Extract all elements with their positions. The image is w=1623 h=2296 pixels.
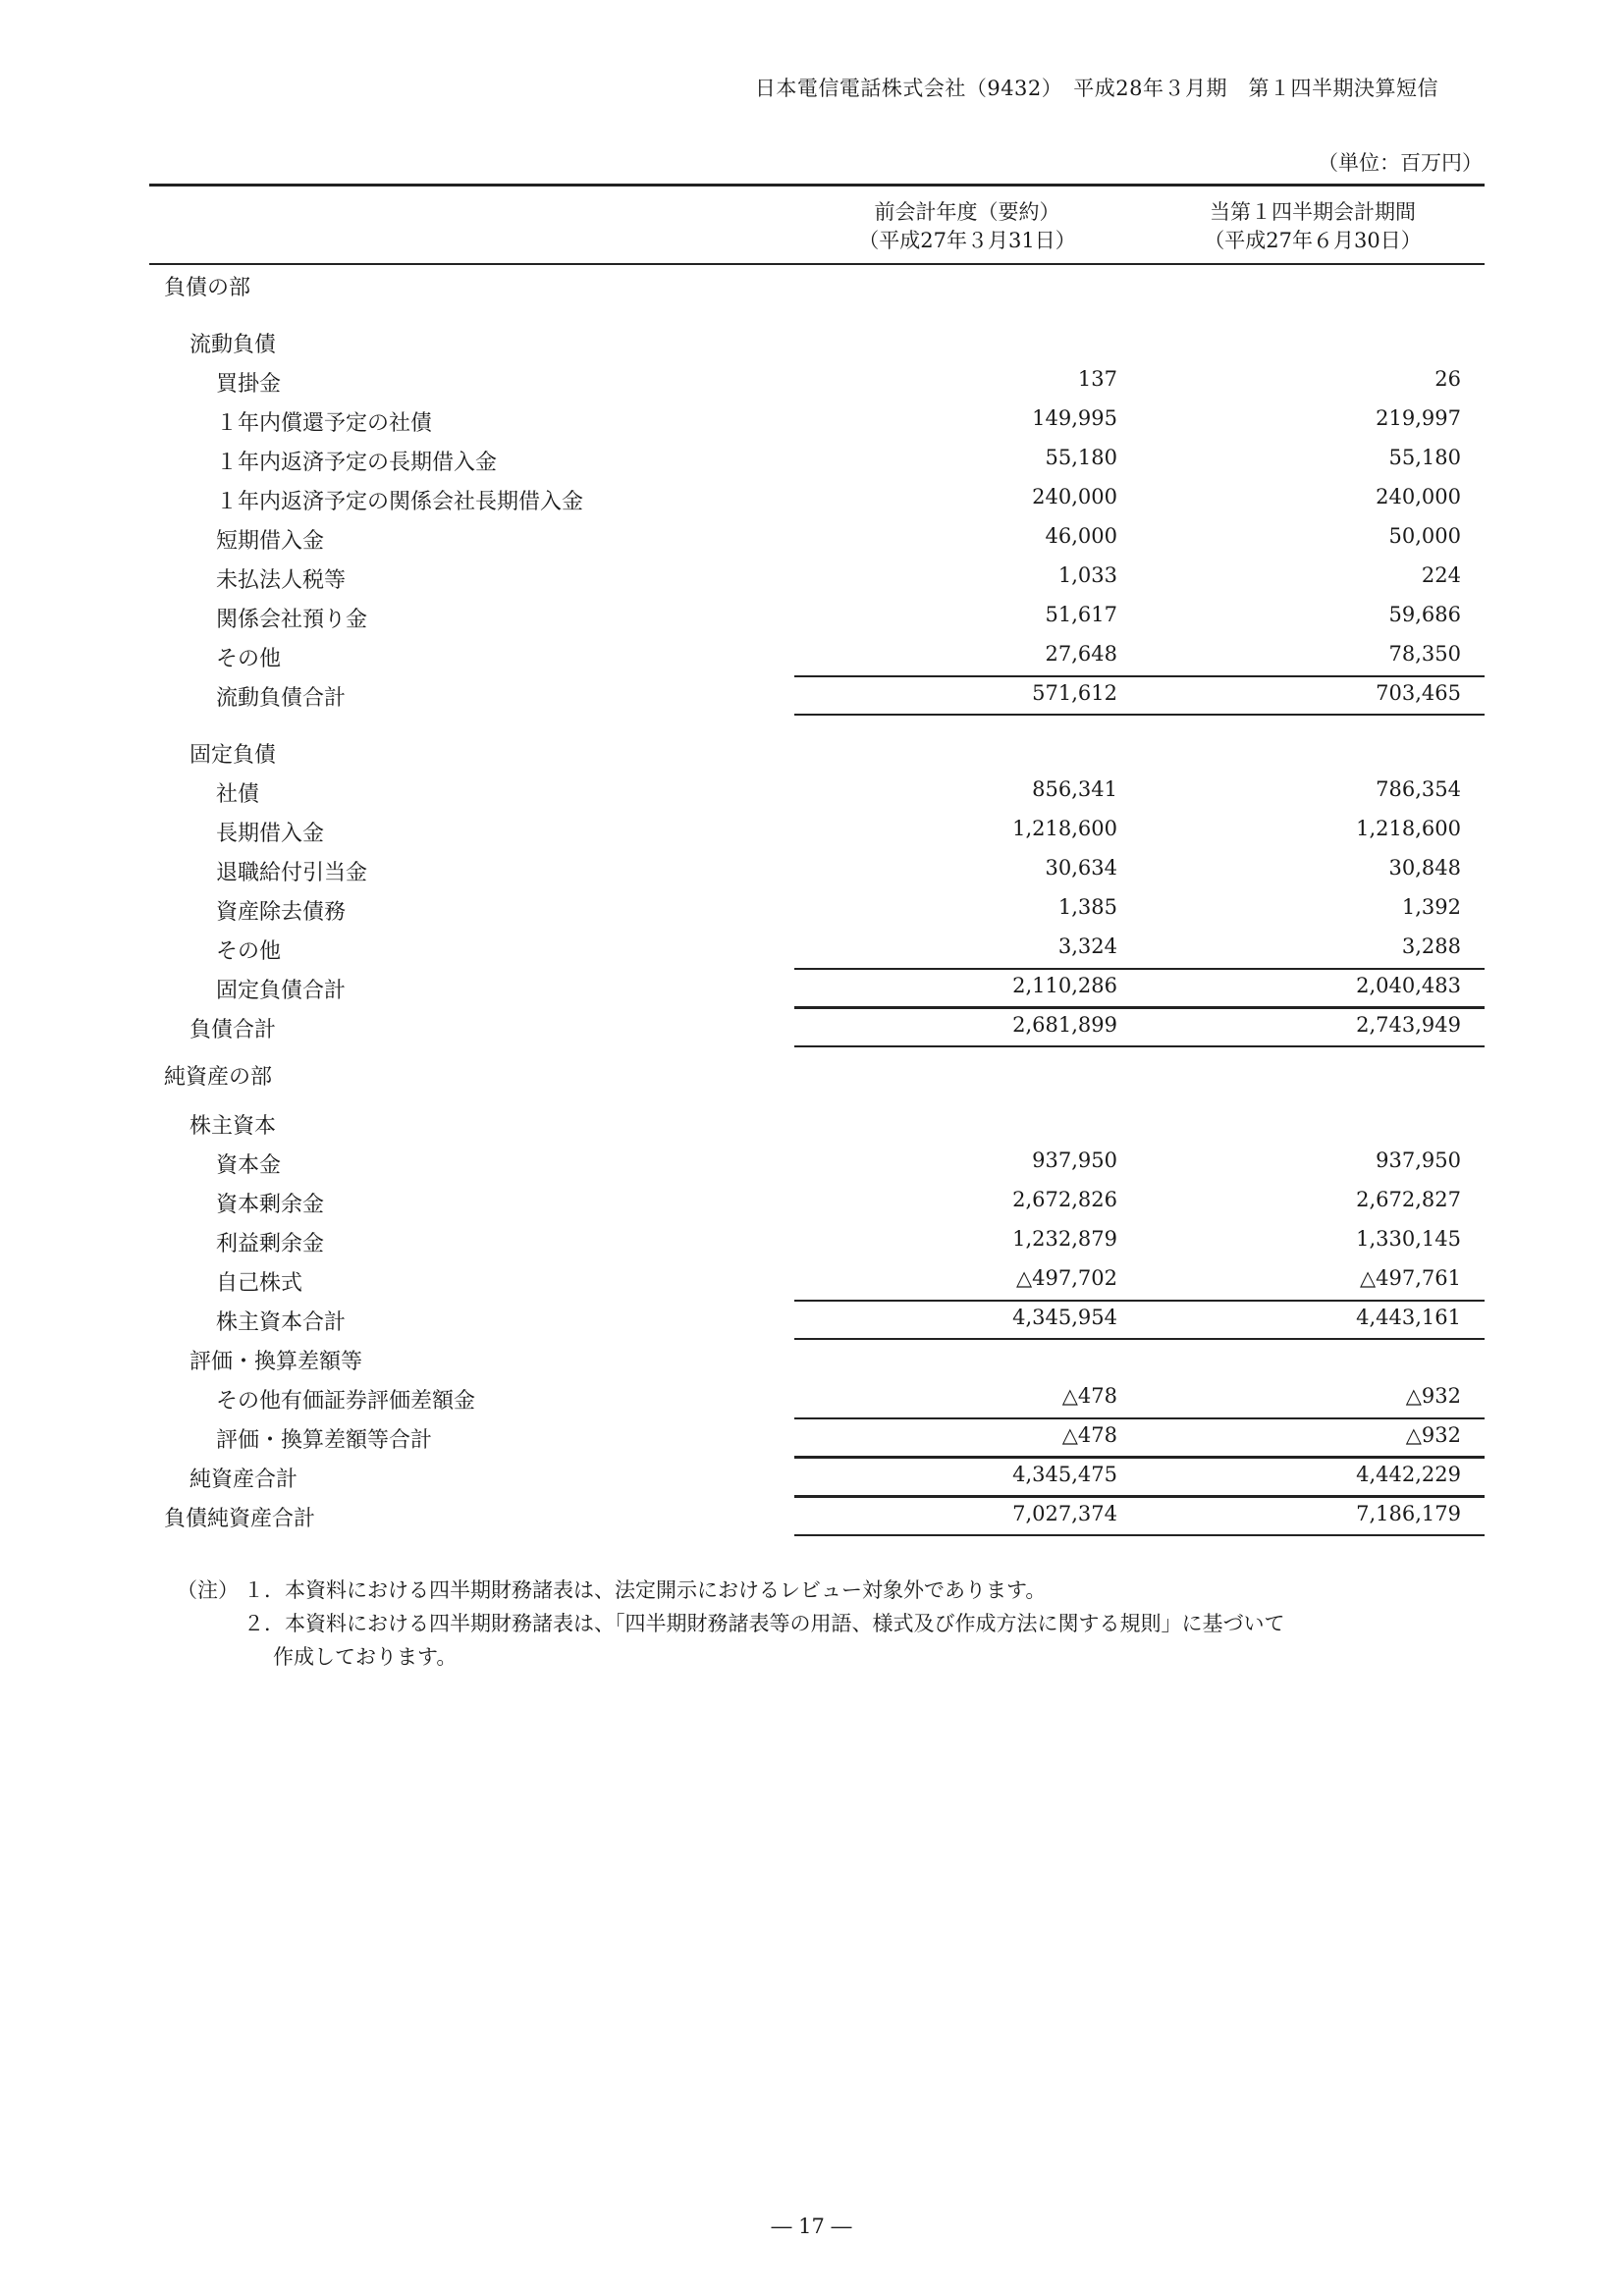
- curr-value: 4,443,161: [1356, 1306, 1461, 1329]
- table-row: [149, 265, 1485, 304]
- curr-value: 1,392: [1401, 895, 1461, 919]
- prev-value: △478: [1061, 1384, 1117, 1408]
- column-header: [149, 187, 1485, 265]
- note-line: [177, 1607, 1492, 1640]
- curr-value: 59,686: [1388, 603, 1461, 626]
- unit-label: （単位：百万円）: [1318, 151, 1483, 175]
- row-label: 評価・換算差額等合計: [216, 1428, 433, 1453]
- column-header-previous: [820, 198, 1114, 255]
- prev-value: 7,027,374: [1012, 1502, 1117, 1525]
- prev-value: 4,345,954: [1012, 1306, 1117, 1329]
- curr-value: 937,950: [1376, 1148, 1461, 1172]
- row-label: 負債の部: [164, 276, 251, 300]
- subtotal-row: [149, 1417, 1485, 1457]
- curr-value: 3,288: [1401, 934, 1461, 958]
- grand-total-row: [149, 1496, 1485, 1535]
- row-label: 固定負債: [189, 743, 277, 768]
- row-gap: [149, 1046, 1485, 1054]
- curr-value: 703,465: [1376, 681, 1461, 705]
- row-label: 負債純資産合計: [164, 1507, 316, 1531]
- table-row: [149, 597, 1485, 636]
- table-row: [149, 361, 1485, 400]
- table-row: [149, 558, 1485, 597]
- row-label: 関係会社預り金: [216, 608, 368, 632]
- curr-value: △497,761: [1360, 1266, 1461, 1290]
- table-row: [149, 1182, 1485, 1221]
- table-row: [149, 1143, 1485, 1182]
- page-number: ― 17 ―: [771, 2215, 852, 2238]
- row-label: 未払法人税等: [216, 568, 347, 593]
- prev-value: 149,995: [1032, 406, 1117, 430]
- prev-date: （平成27年３月31日）: [858, 229, 1076, 252]
- row-label: 資本金: [216, 1153, 282, 1178]
- subtotal-row: [149, 675, 1485, 715]
- table-row: [149, 440, 1485, 479]
- curr-value: 26: [1434, 367, 1461, 391]
- row-label: 退職給付引当金: [216, 861, 368, 885]
- table-row: [149, 1260, 1485, 1300]
- curr-value: 78,350: [1388, 642, 1461, 666]
- subtotal-row: [149, 968, 1485, 1007]
- table-row: [149, 322, 1485, 361]
- table-row: [149, 518, 1485, 558]
- note-continuation: 作成しております。: [273, 1645, 458, 1669]
- row-label: 純資産合計: [189, 1468, 298, 1492]
- prev-title: 前会計年度（要約）: [874, 200, 1060, 224]
- prev-value: 240,000: [1032, 485, 1117, 508]
- row-label: 買掛金: [216, 372, 282, 397]
- curr-date: （平成27年６月30日）: [1204, 229, 1422, 252]
- prev-value: 1,033: [1057, 563, 1117, 587]
- curr-value: △932: [1405, 1423, 1461, 1447]
- prev-value: 3,324: [1057, 934, 1117, 958]
- total-row: [149, 1457, 1485, 1496]
- row-label: 流動負債合計: [216, 686, 347, 711]
- row-label: 負債合計: [189, 1018, 277, 1042]
- row-label: 固定負債合計: [216, 979, 347, 1003]
- prev-value: 1,385: [1057, 895, 1117, 919]
- curr-value: △932: [1405, 1384, 1461, 1408]
- prev-value: 2,110,286: [1012, 974, 1117, 997]
- prev-value: 55,180: [1045, 446, 1117, 469]
- curr-value: 224: [1421, 563, 1461, 587]
- row-label: 社債: [216, 782, 260, 807]
- prev-value: 27,648: [1045, 642, 1117, 666]
- row-label: 株主資本: [189, 1114, 277, 1139]
- curr-value: 55,180: [1388, 446, 1461, 469]
- row-label: その他有価証券評価差額金: [216, 1389, 476, 1414]
- note-line: [177, 1574, 1492, 1607]
- note-item: １．本資料における四半期財務諸表は、法定開示におけるレビュー対象外であります。: [243, 1578, 1047, 1602]
- note-line: [177, 1640, 1492, 1674]
- curr-value: 1,218,600: [1356, 817, 1461, 840]
- prev-value: 4,345,475: [1012, 1463, 1117, 1486]
- table-row: [149, 811, 1485, 850]
- row-label: １年内返済予定の関係会社長期借入金: [216, 490, 584, 514]
- prev-value: 937,950: [1032, 1148, 1117, 1172]
- note-prefix: （注）: [177, 1578, 239, 1602]
- row-gap: [149, 304, 1485, 322]
- table-row: [149, 772, 1485, 811]
- table-row: [149, 1378, 1485, 1417]
- prev-value: 2,681,899: [1012, 1013, 1117, 1037]
- row-label: 短期借入金: [216, 529, 325, 554]
- prev-value: 51,617: [1045, 603, 1117, 626]
- row-label: １年内返済予定の長期借入金: [216, 451, 498, 475]
- prev-value: △478: [1061, 1423, 1117, 1447]
- table-row: [149, 1339, 1485, 1378]
- table-row: [149, 732, 1485, 772]
- row-label: 利益剰余金: [216, 1232, 325, 1256]
- prev-value: 571,612: [1032, 681, 1117, 705]
- page-header: 日本電信電話株式会社（9432） 平成28年３月期 第１四半期決算短信: [754, 77, 1438, 100]
- curr-value: 786,354: [1376, 777, 1461, 801]
- row-gap: [149, 715, 1485, 732]
- row-label: １年内償還予定の社債: [216, 411, 433, 436]
- curr-value: 1,330,145: [1356, 1227, 1461, 1251]
- curr-title: 当第１四半期会計期間: [1210, 200, 1416, 224]
- table-row: [149, 889, 1485, 929]
- curr-value: 30,848: [1388, 856, 1461, 880]
- row-label: 長期借入金: [216, 822, 325, 846]
- row-label: その他: [216, 647, 282, 671]
- row-label: 純資産の部: [164, 1065, 273, 1090]
- table-row: [149, 1054, 1485, 1094]
- row-label: 評価・換算差額等: [189, 1350, 363, 1374]
- prev-value: 1,232,879: [1012, 1227, 1117, 1251]
- curr-value: 2,672,827: [1356, 1188, 1461, 1211]
- row-label: 資産除去債務: [216, 900, 347, 925]
- table-row: [149, 636, 1485, 675]
- note-item: ２．本資料における四半期財務諸表は、「四半期財務諸表等の用語、様式及び作成方法に関する規則」に基づいて: [243, 1612, 1285, 1635]
- table-row: [149, 479, 1485, 518]
- total-row: [149, 1007, 1485, 1046]
- prev-value: 1,218,600: [1012, 817, 1117, 840]
- table-row: [149, 929, 1485, 968]
- row-label: 自己株式: [216, 1271, 303, 1296]
- curr-value: 7,186,179: [1356, 1502, 1461, 1525]
- table-row: [149, 1221, 1485, 1260]
- column-header-current: [1165, 198, 1460, 255]
- curr-value: 240,000: [1376, 485, 1461, 508]
- curr-value: 2,040,483: [1356, 974, 1461, 997]
- row-label: 流動負債: [189, 333, 277, 357]
- table-row: [149, 850, 1485, 889]
- prev-value: △497,702: [1016, 1266, 1117, 1290]
- notes: [177, 1574, 1492, 1674]
- subtotal-row: [149, 1300, 1485, 1339]
- curr-value: 50,000: [1388, 524, 1461, 548]
- balance-sheet-table: [149, 184, 1485, 1535]
- table-row: [149, 1103, 1485, 1143]
- prev-value: 137: [1077, 367, 1117, 391]
- row-label: その他: [216, 939, 282, 964]
- row-label: 資本剰余金: [216, 1193, 325, 1217]
- curr-value: 219,997: [1376, 406, 1461, 430]
- table-row: [149, 400, 1485, 440]
- prev-value: 856,341: [1032, 777, 1117, 801]
- prev-value: 2,672,826: [1012, 1188, 1117, 1211]
- prev-value: 30,634: [1045, 856, 1117, 880]
- row-gap: [149, 1094, 1485, 1103]
- prev-value: 46,000: [1045, 524, 1117, 548]
- row-label: 株主資本合計: [216, 1310, 347, 1335]
- curr-value: 2,743,949: [1356, 1013, 1461, 1037]
- curr-value: 4,442,229: [1356, 1463, 1461, 1486]
